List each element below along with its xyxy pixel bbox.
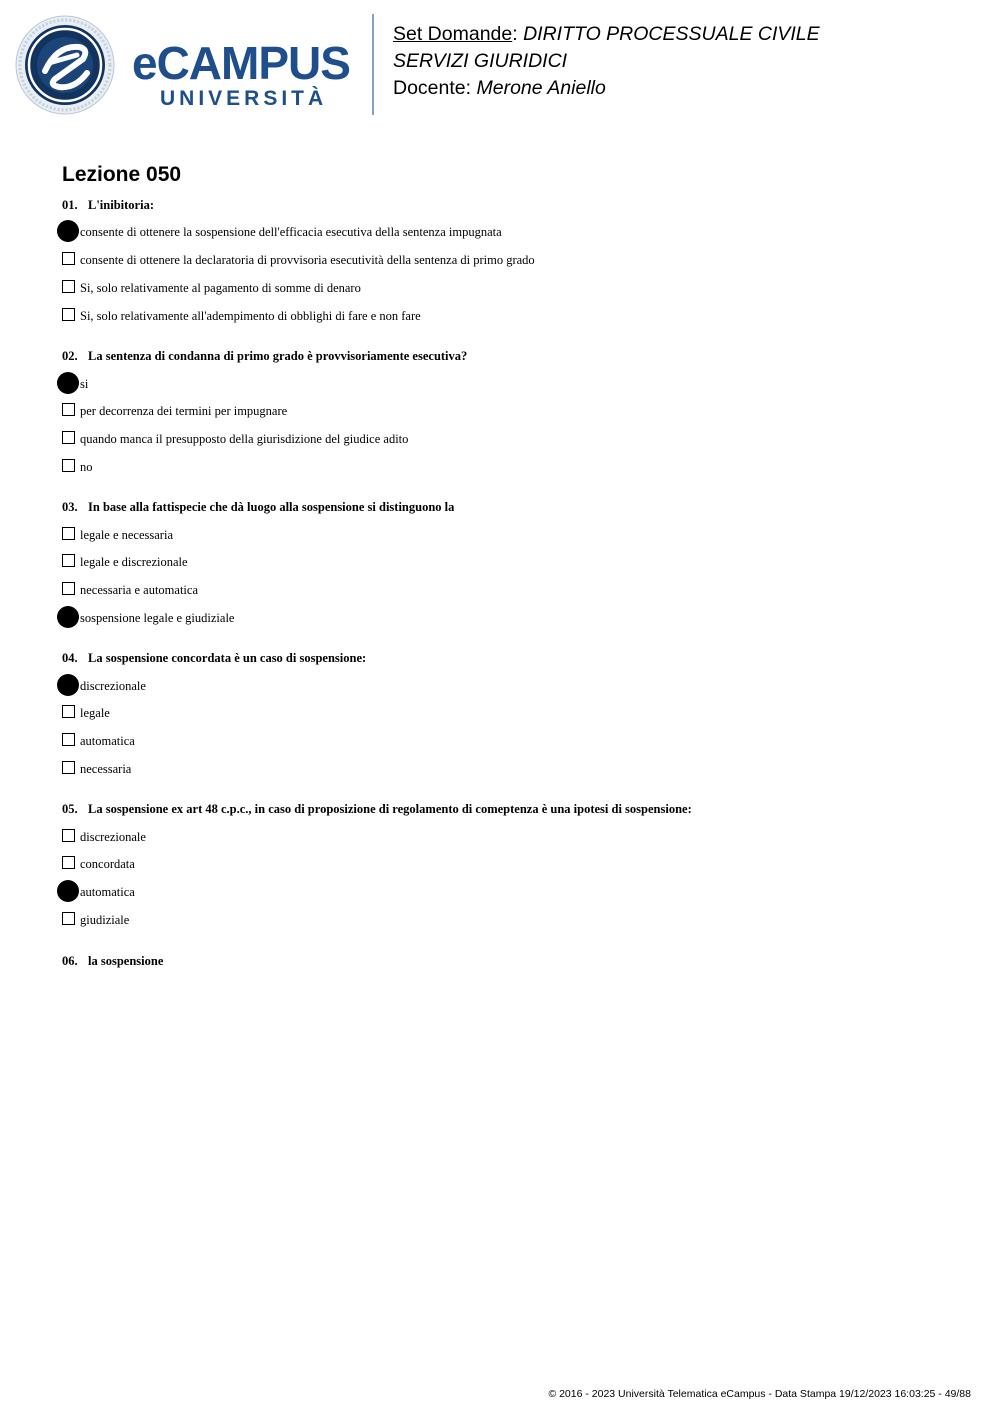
- question-text: La sospensione concordata è un caso di sospensione:: [88, 651, 367, 665]
- teacher-label: Docente:: [393, 77, 472, 99]
- question-text: la sospensione: [88, 954, 164, 968]
- answer-text: quando manca il presupposto della giurisdizione del giudice adito: [80, 432, 409, 446]
- checkbox[interactable]: [62, 403, 75, 416]
- question-text: La sentenza di condanna di primo grado è provvisoriamente esecutiva?: [88, 349, 468, 363]
- checkbox[interactable]: [62, 308, 75, 321]
- answer-text: Si, solo relativamente all'adempimento di obblighi di fare e non fare: [80, 309, 421, 323]
- checkbox[interactable]: [62, 912, 75, 925]
- question-number: 05.: [62, 802, 78, 816]
- question-number: 04.: [62, 651, 78, 665]
- checkbox[interactable]: [62, 459, 75, 472]
- set-domande-line: [393, 22, 820, 46]
- question-06: [62, 954, 163, 968]
- selected-marker-icon: [57, 674, 79, 696]
- answer-text: discrezionale: [80, 679, 146, 693]
- checkbox[interactable]: [62, 856, 75, 869]
- question-number: 01.: [62, 198, 78, 212]
- question-number: 03.: [62, 500, 78, 514]
- checkbox[interactable]: [62, 733, 75, 746]
- answer-text: giudiziale: [80, 913, 130, 927]
- selected-marker-icon: [57, 220, 79, 242]
- logo-wordmark: eCAMPUS: [132, 37, 350, 89]
- checkbox[interactable]: [62, 252, 75, 265]
- selected-marker-icon: [57, 372, 79, 394]
- answer-text: automatica: [80, 885, 135, 899]
- checkbox[interactable]: [62, 554, 75, 567]
- answer-text: Si, solo relativamente al pagamento di somme di denaro: [80, 281, 361, 295]
- checkbox[interactable]: [62, 705, 75, 718]
- set-title: DIRITTO PROCESSUALE CIVILE: [523, 23, 820, 45]
- set-separator: :: [512, 23, 518, 45]
- answer-text: legale e discrezionale: [80, 555, 188, 569]
- question-number: 06.: [62, 954, 78, 968]
- answer-text: legale: [80, 706, 110, 720]
- question-number: 02.: [62, 349, 78, 363]
- answer-text: consente di ottenere la declaratoria di provvisoria esecutività della sentenza di primo grado: [80, 253, 535, 267]
- selected-marker-icon: [57, 880, 79, 902]
- page-footer: © 2016 - 2023 Università Telematica eCampus - Data Stampa 19/12/2023 16:03:25 - 49/88: [548, 1388, 971, 1400]
- answer-text: necessaria e automatica: [80, 583, 198, 597]
- question-02: [62, 349, 467, 363]
- set-title-line2: SERVIZI GIURIDICI: [393, 50, 568, 72]
- ecampus-seal-logo: [15, 15, 115, 115]
- checkbox[interactable]: [62, 761, 75, 774]
- question-01: [62, 198, 154, 212]
- answer-text: sospensione legale e giudiziale: [80, 611, 235, 625]
- lesson-title: Lezione 050: [62, 163, 182, 186]
- page-header: [0, 0, 1000, 130]
- answer-text: consente di ottenere la sospensione dell'efficacia esecutiva della sentenza impugnata: [80, 225, 502, 239]
- question-text: L'inibitoria:: [88, 198, 154, 212]
- checkbox[interactable]: [62, 527, 75, 540]
- answer-text: discrezionale: [80, 830, 146, 844]
- checkbox[interactable]: [62, 280, 75, 293]
- question-05: [62, 802, 692, 816]
- logo-subtitle: UNIVERSITÀ: [160, 87, 328, 110]
- answer-text: legale e necessaria: [80, 528, 173, 542]
- question-03: [62, 500, 454, 514]
- answer-text: per decorrenza dei termini per impugnare: [80, 404, 288, 418]
- answer-text: no: [80, 460, 93, 474]
- question-text: In base alla fattispecie che dà luogo alla sospensione si distinguono la: [88, 500, 455, 514]
- question-04: [62, 651, 366, 665]
- answer-text: concordata: [80, 857, 135, 871]
- answer-text: automatica: [80, 734, 135, 748]
- answer-text: si: [80, 377, 89, 391]
- checkbox[interactable]: [62, 431, 75, 444]
- set-label: Set Domande: [393, 23, 513, 45]
- question-text: La sospensione ex art 48 c.p.c., in caso di proposizione di regolamento di comeptenza è una ipotesi di sospensione:: [88, 802, 692, 816]
- teacher-name: Merone Aniello: [476, 77, 606, 99]
- teacher-line: [393, 76, 606, 100]
- checkbox[interactable]: [62, 829, 75, 842]
- selected-marker-icon: [57, 606, 79, 628]
- answer-text: necessaria: [80, 762, 132, 776]
- header-divider: [372, 14, 374, 115]
- checkbox[interactable]: [62, 582, 75, 595]
